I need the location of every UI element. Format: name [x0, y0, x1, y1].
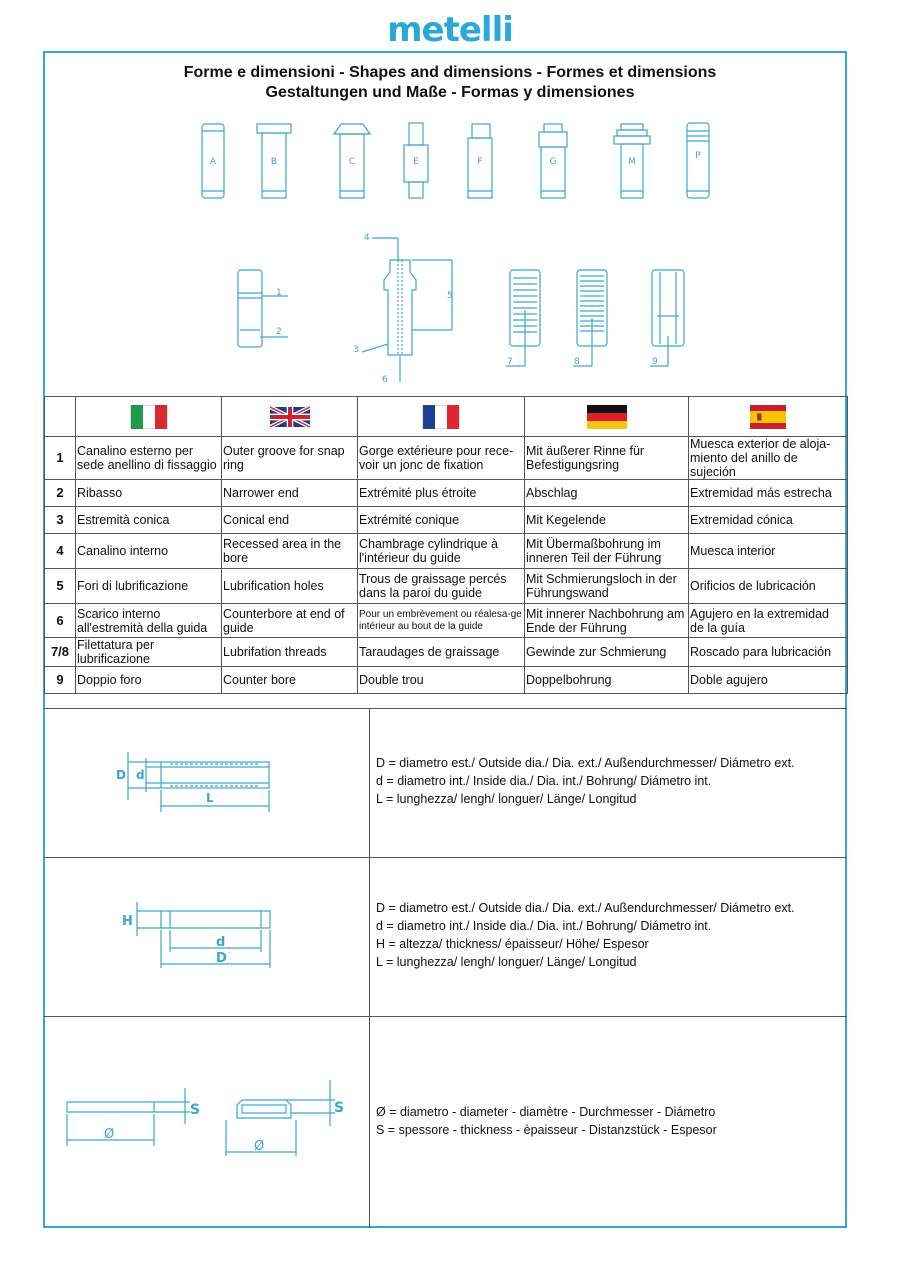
shapes-drawing: [0, 0, 900, 400]
term-english: Counter bore: [222, 667, 358, 694]
term-german: Doppelbohrung: [525, 667, 689, 694]
term-english: Narrower end: [222, 480, 358, 507]
france-flag-icon: [421, 405, 461, 429]
term-english: Counterbore at end of guide: [222, 604, 358, 638]
callout-5: 5: [447, 291, 453, 301]
dim-label-d: d: [216, 935, 226, 950]
dim-label-d: d: [136, 768, 145, 782]
germany-flag-icon: [587, 405, 627, 429]
callout-7: 7: [507, 357, 513, 367]
term-french: Taraudages de graissage: [358, 638, 525, 667]
legend-washer: [376, 1103, 717, 1139]
dim-label-S: S: [190, 1102, 201, 1118]
header-spanish: [689, 397, 848, 437]
term-spanish: Muesca interior: [689, 534, 848, 569]
section-divider: [44, 857, 847, 858]
term-german: Mit äußerer Rinne für Befestigungsring: [525, 437, 689, 480]
callout-2: 2: [276, 327, 282, 337]
term-english: Conical end: [222, 507, 358, 534]
shape-label: A: [209, 157, 217, 167]
header-english: [222, 397, 358, 437]
term-number: 6: [45, 604, 76, 638]
term-french: Gorge extérieure pour rece-voir un jonc de fixation: [358, 437, 525, 480]
dim-label-D: D: [116, 768, 126, 782]
shape-label: C: [348, 157, 356, 167]
column-divider: [369, 708, 370, 1228]
term-number: 5: [45, 569, 76, 604]
term-spanish: Agujero en la extremidad de la guía: [689, 604, 848, 638]
table-row: [45, 638, 848, 667]
shape-b: [257, 124, 291, 198]
term-number: 1: [45, 437, 76, 480]
header-french: [358, 397, 525, 437]
header-empty-cell: [45, 397, 76, 437]
guide-callout-8: [573, 270, 607, 367]
section-divider: [44, 1016, 847, 1017]
term-spanish: Muesca exterior de aloja-miento del anillo de sujeción: [689, 437, 848, 480]
callout-4: 4: [364, 233, 370, 243]
shape-a: [202, 124, 224, 198]
term-number: 4: [45, 534, 76, 569]
shape-label: B: [270, 157, 278, 167]
table-row: [45, 507, 848, 534]
shape-m: [614, 124, 650, 198]
term-english: Lubrification holes: [222, 569, 358, 604]
term-german: Mit Kegelende: [525, 507, 689, 534]
callout-6: 6: [382, 375, 388, 385]
guide-callout-9: [650, 270, 684, 367]
terms-table: [44, 396, 848, 694]
legend-line: L = lunghezza/ lengh/ longuer/ Länge/ Longitud: [376, 955, 637, 969]
term-german: Abschlag: [525, 480, 689, 507]
legend-ring: [376, 899, 795, 971]
shape-g: [539, 124, 567, 198]
table-row: [45, 437, 848, 480]
term-italian: Canalino esterno per sede anellino di fissaggio: [76, 437, 222, 480]
term-number: 9: [45, 667, 76, 694]
term-italian: Ribasso: [76, 480, 222, 507]
dim-label-L: L: [206, 791, 214, 805]
header-italian: [76, 397, 222, 437]
page-subtitle: Gestaltungen und Maße - Formas y dimensiones: [265, 84, 635, 101]
legend-line: D = diametro est./ Outside dia./ Dia. ext./ Außendurchmesser/ Diámetro ext.: [376, 901, 795, 915]
flag-header-row: [45, 397, 848, 437]
term-number: 3: [45, 507, 76, 534]
legend-line: S = spessore - thickness - èpaisseur - Distanzstück - Espesor: [376, 1123, 717, 1137]
term-english: Outer groove for snap ring: [222, 437, 358, 480]
shape-label: M: [628, 157, 636, 167]
table-row: [45, 480, 848, 507]
spain-flag-icon: [748, 405, 788, 429]
term-german: Mit innerer Nachbohrung am Ende der Führung: [525, 604, 689, 638]
term-french: Extrémité plus étroite: [358, 480, 525, 507]
shape-label: E: [413, 157, 419, 167]
term-italian: Estremità conica: [76, 507, 222, 534]
term-number: 7/8: [45, 638, 76, 667]
term-spanish: Orificios de lubricación: [689, 569, 848, 604]
brand-logo: metelli: [387, 10, 513, 50]
uk-flag-icon: [270, 405, 310, 429]
term-spanish: Extremidad cónica: [689, 507, 848, 534]
header-german: [525, 397, 689, 437]
term-spanish: Extremidad más estrecha: [689, 480, 848, 507]
shape-c: [334, 124, 370, 198]
term-french: Double trou: [358, 667, 525, 694]
term-french: Pour un embrèvement ou réalesa-ge intérieur au bout de la guide: [358, 604, 525, 638]
table-row: [45, 604, 848, 638]
guide-callout-7: [506, 270, 540, 367]
dim-label-S: S: [334, 1100, 345, 1116]
legend-line: d = diametro int./ Inside dia./ Dia. int./ Bohrung/ Diámetro int.: [376, 774, 712, 788]
table-row: [45, 667, 848, 694]
term-french: Extrémité conique: [358, 507, 525, 534]
term-italian: Doppio foro: [76, 667, 222, 694]
term-italian: Filettatura per lubrificazione: [76, 638, 222, 667]
term-spanish: Roscado para lubricación: [689, 638, 848, 667]
dim-label-D: D: [216, 951, 227, 966]
shape-label: G: [549, 157, 557, 167]
legend-line: H = altezza/ thickness/ épaisseur/ Höhe/ Espesor: [376, 937, 649, 951]
term-italian: Scarico interno all'estremità della guida: [76, 604, 222, 638]
table-row: [45, 569, 848, 604]
term-number: 2: [45, 480, 76, 507]
legend-line: D = diametro est./ Outside dia./ Dia. ext./ Außendurchmesser/ Diámetro ext.: [376, 756, 795, 770]
callout-8: 8: [574, 357, 580, 367]
term-german: Mit Übermaßbohrung im inneren Teil der Führung: [525, 534, 689, 569]
legend-line: L = lunghezza/ lengh/ longuer/ Länge/ Longitud: [376, 792, 637, 806]
callout-9: 9: [652, 357, 658, 367]
guide-callouts-1-2: [238, 270, 288, 347]
term-english: Lubrifation threads: [222, 638, 358, 667]
shape-p: [687, 123, 709, 198]
shape-label: F: [477, 157, 483, 167]
legend-line: d = diametro int./ Inside dia./ Dia. int./ Bohrung/ Diámetro int.: [376, 919, 712, 933]
term-italian: Canalino interno: [76, 534, 222, 569]
legend-line: Ø = diametro - diameter - diamètre - Durchmesser - Diámetro: [376, 1105, 716, 1119]
table-row: [45, 534, 848, 569]
italy-flag-icon: [129, 405, 169, 429]
dim-label-diameter: Ø: [104, 1127, 115, 1142]
callout-3: 3: [353, 345, 359, 355]
legend-guide: [376, 754, 795, 808]
term-german: Gewinde zur Schmierung: [525, 638, 689, 667]
dim-label-diameter: Ø: [254, 1139, 265, 1154]
shape-e: [404, 123, 428, 198]
guide-callouts-3-6: [353, 233, 453, 385]
term-german: Mit Schmierungsloch in der Führungswand: [525, 569, 689, 604]
term-english: Recessed area in the bore: [222, 534, 358, 569]
dim-label-H: H: [122, 914, 133, 929]
term-french: Trous de graissage percés dans la paroi du guide: [358, 569, 525, 604]
section-divider: [44, 708, 847, 709]
shape-label: P: [695, 151, 701, 161]
term-french: Chambrage cylindrique à l'intérieur du guide: [358, 534, 525, 569]
page-title: Forme e dimensioni - Shapes and dimensions - Formes et dimensions: [183, 64, 717, 81]
term-italian: Fori di lubrificazione: [76, 569, 222, 604]
shape-f: [468, 124, 492, 198]
term-spanish: Doble agujero: [689, 667, 848, 694]
callout-1: 1: [276, 288, 282, 298]
